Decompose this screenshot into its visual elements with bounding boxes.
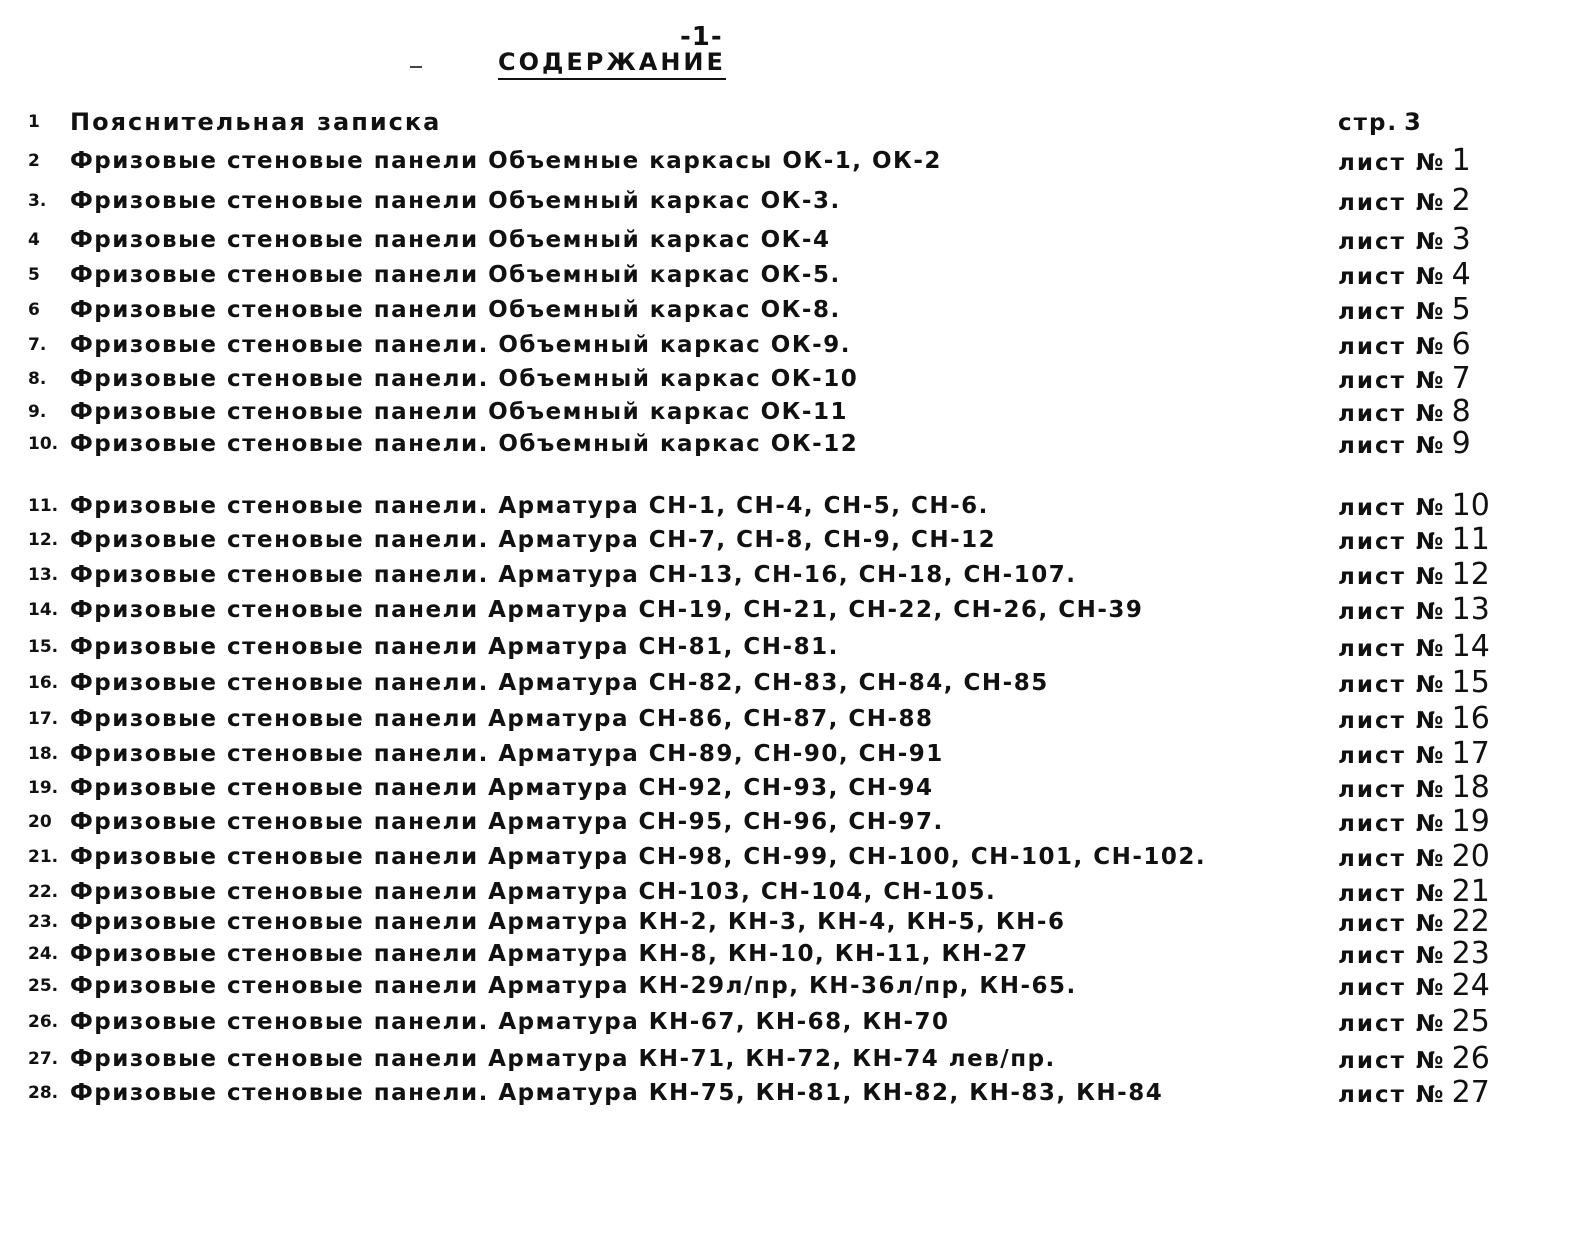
toc-row [28,185,1558,217]
toc-item-sheet-number: 10 [1451,488,1490,523]
toc-row [28,428,1558,460]
toc-item-ref-label: лист № [1338,636,1446,662]
toc-row [28,970,1558,1002]
toc-item-ref-label: лист № [1338,1011,1446,1037]
toc-item-number: 7. [28,335,47,355]
toc-item-reference [1338,806,1490,840]
toc-item-title: Фризовые стеновые панели Арматура СН-98, СН-99, СН-100, СН-101, СН-102. [70,844,1207,870]
toc-item-number: 24. [28,944,59,964]
toc-item-title: Фризовые стеновые панели. Объемный каркас ОК-12 [70,431,859,457]
toc-item-ref-label: лист № [1338,334,1446,360]
toc-item-reference [1338,259,1471,293]
toc-item-number: 8. [28,369,47,389]
toc-row [28,294,1558,326]
toc-item-title: Фризовые стеновые панели. Арматура СН-82, СН-83, СН-84, СН-85 [70,670,1049,696]
toc-item-sheet-number: 21 [1451,874,1490,909]
toc-item-sheet-number: 2 [1451,183,1471,218]
toc-item-title: Фризовые стеновые панели. Арматура СН-7, СН-8, СН-9, СН-12 [70,527,997,553]
toc-item-number: 23. [28,912,59,932]
toc-item-ref-label: лист № [1338,1048,1446,1074]
toc-item-number: 17. [28,709,59,729]
toc-item-number: 10. [28,434,59,454]
toc-row [28,329,1558,361]
toc-item-title: Фризовые стеновые панели Объемный каркас ОК-3. [70,188,841,214]
toc-item-reference [1338,1077,1490,1111]
toc-row [28,906,1558,938]
toc-item-sheet-number: 1 [1451,143,1471,178]
toc-item-sheet-number: 24 [1451,968,1490,1003]
toc-item-reference [1338,106,1421,139]
toc-item-ref-label: лист № [1338,1082,1446,1108]
toc-row [28,224,1558,256]
toc-item-ref-label: лист № [1338,529,1446,555]
toc-item-number: 22. [28,882,59,902]
toc-item-number: 11. [28,496,59,516]
toc-item-ref-label: лист № [1338,433,1446,459]
toc-item-title: Фризовые стеновые панели Арматура СН-86, СН-87, СН-88 [70,706,934,732]
toc-item-sheet-number: 18 [1451,770,1490,805]
toc-item-reference [1338,1043,1490,1077]
toc-item-ref-label: стр. [1338,110,1399,136]
toc-item-ref-label: лист № [1338,743,1446,769]
toc-item-number: 14. [28,600,59,620]
toc-item-sheet-number: 4 [1451,257,1471,292]
toc-item-title: Фризовые стеновые панели. Объемный каркас ОК-10 [70,366,859,392]
toc-item-number: 21. [28,847,59,867]
toc-row [28,594,1558,626]
toc-row [28,524,1558,556]
toc-row [28,559,1558,591]
toc-item-title: Фризовые стеновые панели Арматура СН-95, СН-96, СН-97. [70,809,944,835]
toc-item-reference [1338,559,1490,593]
toc-row [28,772,1558,804]
toc-item-title: Фризовые стеновые панели Объемный каркас ОК-5. [70,262,841,288]
toc-item-reference [1338,524,1490,558]
toc-item-ref-label: лист № [1338,401,1446,427]
toc-row [28,1077,1558,1109]
toc-item-number: 26. [28,1012,59,1032]
toc-item-number: 5 [28,265,40,285]
toc-item-ref-label: лист № [1338,811,1446,837]
toc-item-number: 12. [28,530,59,550]
toc-item-reference [1338,938,1490,972]
toc-item-number: 6 [28,300,40,320]
toc-item-sheet-number: 13 [1451,592,1490,627]
toc-item-ref-label: лист № [1338,299,1446,325]
toc-item-ref-label: лист № [1338,495,1446,521]
toc-item-number: 2 [28,151,40,171]
toc-item-reference [1338,594,1490,628]
toc-item-reference [1338,329,1471,363]
toc-item-ref-label: лист № [1338,975,1446,1001]
toc-item-reference [1338,1006,1490,1040]
toc-item-number: 19. [28,778,59,798]
toc-row [28,259,1558,291]
toc-item-ref-label: лист № [1338,229,1446,255]
toc-item-number: 4 [28,230,40,250]
toc-item-title: Фризовые стеновые панели Арматура СН-81, СН-81. [70,634,839,660]
toc-item-ref-label: лист № [1338,564,1446,590]
toc-item-ref-label: лист № [1338,881,1446,907]
toc-item-reference [1338,970,1490,1004]
toc-row [28,631,1558,663]
toc-row [28,876,1558,908]
toc-item-reference [1338,703,1490,737]
toc-item-ref-label: лист № [1338,150,1446,176]
page-number: -1- [680,22,723,52]
toc-item-ref-label: лист № [1338,368,1446,394]
toc-row [28,490,1558,522]
toc-item-sheet-number: 23 [1451,936,1490,971]
toc-item-number: 27. [28,1049,59,1069]
toc-item-number: 15. [28,637,59,657]
toc-item-sheet-number: 11 [1451,522,1490,557]
toc-item-title: Фризовые стеновые панели. Арматура КН-67, КН-68, КН-70 [70,1009,950,1035]
toc-item-title: Фризовые стеновые панели. Арматура СН-13, СН-16, СН-18, СН-107. [70,562,1077,588]
toc-item-number: 3. [28,191,47,211]
toc-item-title: Фризовые стеновые панели Объемный каркас ОК-8. [70,297,841,323]
toc-row [28,938,1558,970]
toc-item-title: Пояснительная записка [70,108,442,136]
toc-item-sheet-number: 15 [1451,665,1490,700]
toc-item-sheet-number: 14 [1451,629,1490,664]
toc-item-sheet-number: 26 [1451,1041,1490,1076]
toc-item-reference [1338,185,1471,219]
toc-item-ref-label: лист № [1338,911,1446,937]
toc-item-title: Фризовые стеновые панели Объемный каркас ОК-4 [70,227,831,253]
toc-item-ref-label: лист № [1338,672,1446,698]
toc-item-number: 25. [28,976,59,996]
toc-item-reference [1338,363,1471,397]
toc-item-sheet-number: 3 [1451,222,1471,257]
toc-item-number: 16. [28,673,59,693]
toc-row [28,106,1558,138]
toc-item-sheet-number: 5 [1451,292,1471,327]
toc-item-title: Фризовые стеновые панели Арматура КН-8, КН-10, КН-11, КН-27 [70,941,1029,967]
toc-row [28,738,1558,770]
toc-item-sheet-number: 27 [1451,1075,1490,1110]
toc-item-ref-label: лист № [1338,846,1446,872]
toc-item-sheet-number: 3 [1404,108,1421,136]
toc-item-sheet-number: 7 [1451,361,1471,396]
toc-item-reference [1338,906,1490,940]
toc-item-number: 1 [28,112,40,132]
toc-item-sheet-number: 12 [1451,557,1490,592]
toc-item-reference [1338,294,1471,328]
toc-item-sheet-number: 20 [1451,839,1490,874]
toc-item-sheet-number: 9 [1451,426,1471,461]
toc-row [28,396,1558,428]
toc-row [28,806,1558,838]
toc-item-reference [1338,490,1490,524]
page-title: СОДЕРЖАНИЕ [498,48,726,80]
toc-item-sheet-number: 17 [1451,736,1490,771]
toc-item-sheet-number: 19 [1451,804,1490,839]
toc-item-title: Фризовые стеновые панели Арматура КН-71, КН-72, КН-74 лев/пр. [70,1046,1056,1072]
toc-item-reference [1338,224,1471,258]
toc-row [28,1006,1558,1038]
toc-row [28,703,1558,735]
toc-item-number: 20 [28,812,52,832]
toc-item-number: 13. [28,565,59,585]
toc-item-number: 9. [28,402,47,422]
toc-item-title: Фризовые стеновые панели Объемный каркас ОК-11 [70,399,848,425]
toc-item-reference [1338,631,1490,665]
toc-row [28,363,1558,395]
toc-item-title: Фризовые стеновые панели. Арматура СН-89, СН-90, СН-91 [70,741,944,767]
toc-item-title: Фризовые стеновые панели Арматура КН-29л/пр, КН-36л/пр, КН-65. [70,973,1077,999]
toc-item-title: Фризовые стеновые панели Арматура СН-92, СН-93, СН-94 [70,775,934,801]
toc-row [28,841,1558,873]
toc-item-reference [1338,428,1471,462]
toc-item-title: Фризовые стеновые панели. Арматура КН-75, КН-81, КН-82, КН-83, КН-84 [70,1080,1164,1106]
toc-item-sheet-number: 8 [1451,394,1471,429]
toc-item-sheet-number: 6 [1451,327,1471,362]
toc-item-title: Фризовые стеновые панели Объемные каркасы ОК-1, ОК-2 [70,148,942,174]
toc-row [28,145,1558,177]
toc-item-sheet-number: 25 [1451,1004,1490,1039]
toc-item-reference [1338,772,1490,806]
toc-row [28,1043,1558,1075]
toc-item-title: Фризовые стеновые панели Арматура КН-2, КН-3, КН-4, КН-5, КН-6 [70,909,1066,935]
toc-item-reference [1338,841,1490,875]
toc-item-title: Фризовые стеновые панели Арматура СН-19, СН-21, СН-22, СН-26, СН-39 [70,597,1144,623]
toc-item-title: Фризовые стеновые панели. Арматура СН-1, СН-4, СН-5, СН-6. [70,493,989,519]
toc-item-ref-label: лист № [1338,777,1446,803]
toc-row [28,667,1558,699]
toc-item-ref-label: лист № [1338,190,1446,216]
toc-item-sheet-number: 22 [1451,904,1490,939]
toc-item-reference [1338,396,1471,430]
toc-item-number: 28. [28,1083,59,1103]
toc-item-ref-label: лист № [1338,264,1446,290]
toc-item-reference [1338,738,1490,772]
toc-item-title: Фризовые стеновые панели Арматура СН-103, СН-104, СН-105. [70,879,997,905]
toc-item-reference [1338,145,1471,179]
toc-item-ref-label: лист № [1338,599,1446,625]
toc-item-number: 18. [28,744,59,764]
toc-item-reference [1338,667,1490,701]
toc-item-ref-label: лист № [1338,943,1446,969]
toc-item-title: Фризовые стеновые панели. Объемный каркас ОК-9. [70,332,851,358]
toc-item-sheet-number: 16 [1451,701,1490,736]
toc-item-ref-label: лист № [1338,708,1446,734]
